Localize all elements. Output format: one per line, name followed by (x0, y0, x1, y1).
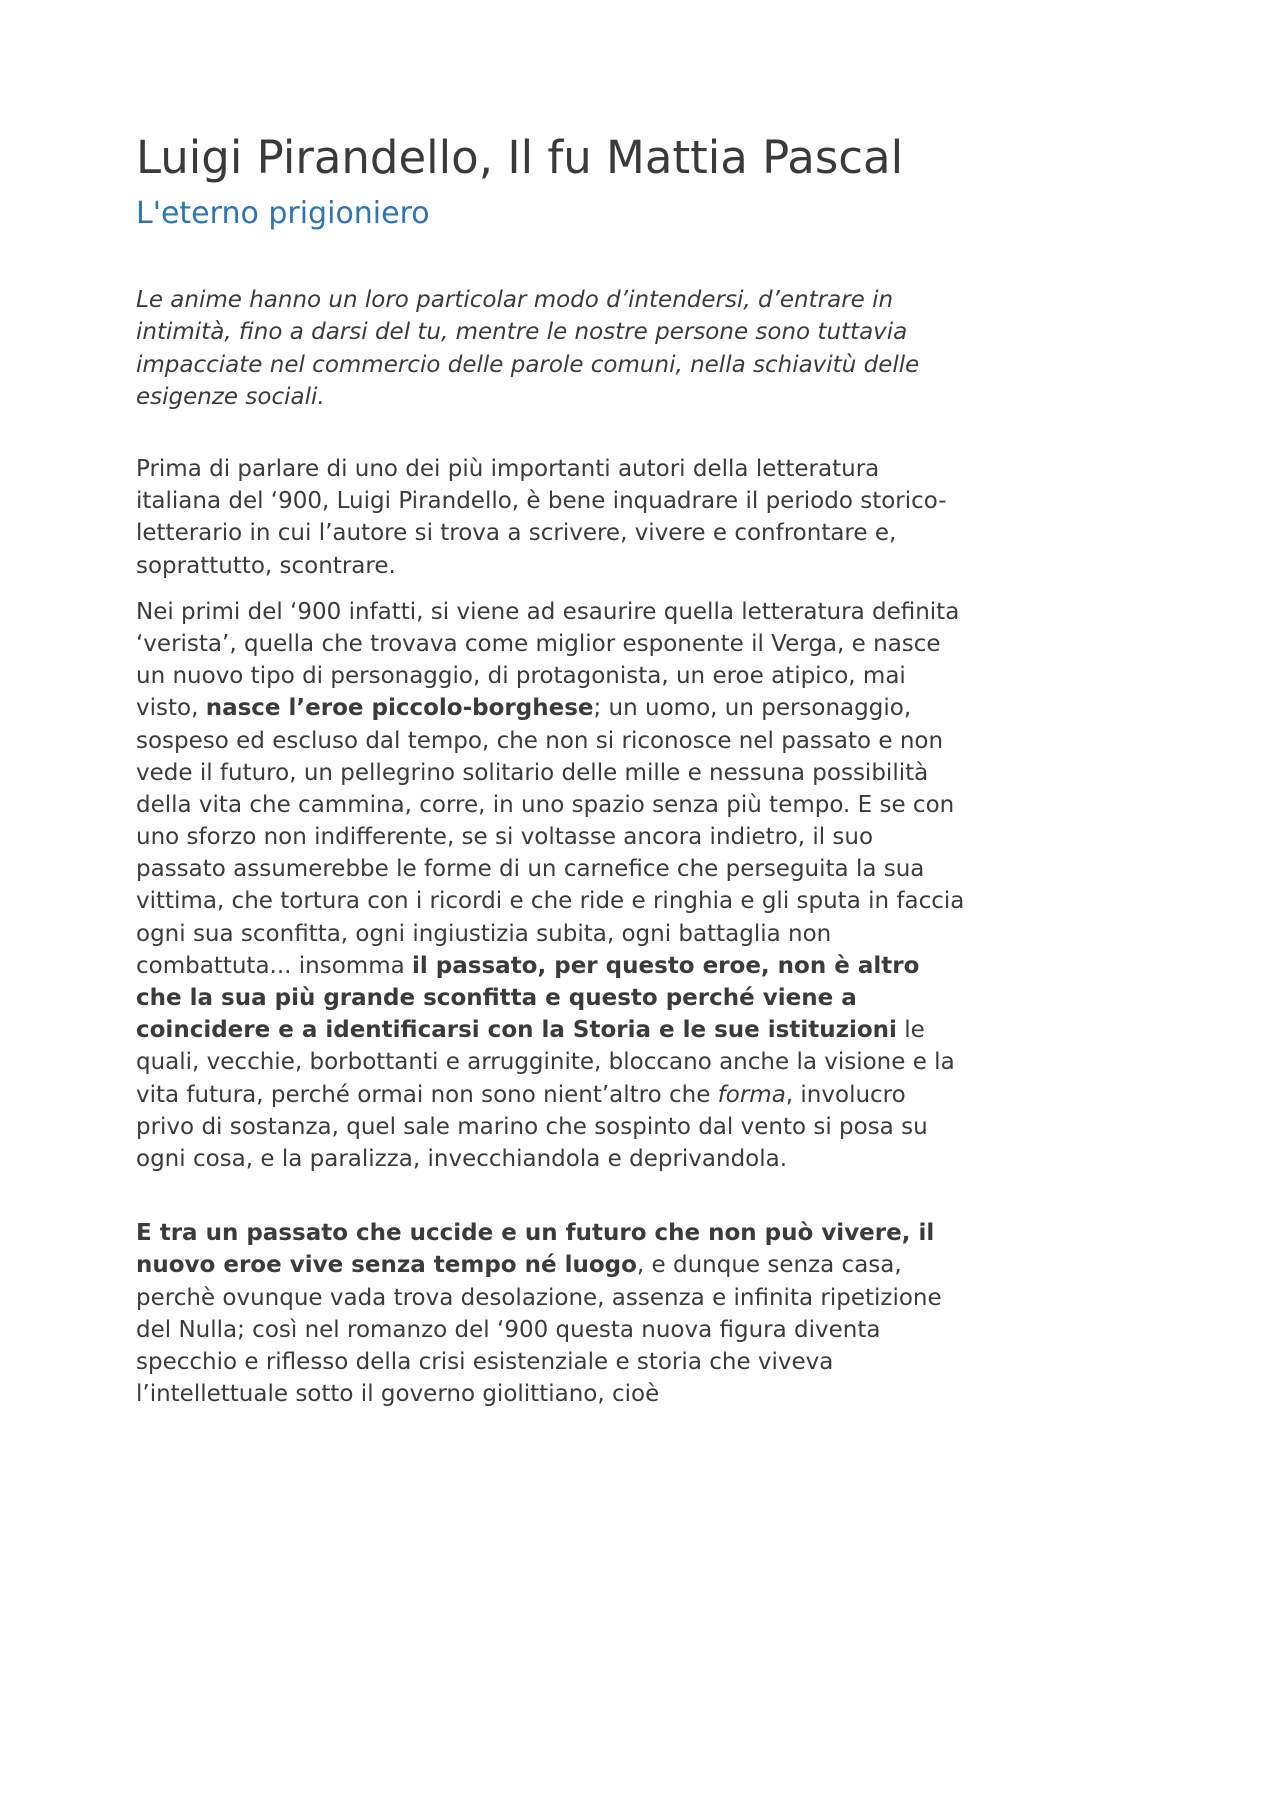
page-subtitle: L'eterno prigioniero (136, 196, 430, 232)
paragraph-nuovo-eroe: E tra un passato che uccide e un futuro che non può vivere, il nuovo eroe vive senza tempo né luogo, e dunque senza casa, perchè ovunque vada trova desolazione, assenza e infinita ripetizione del Nulla; così nel romanzo del ‘900 questa nuova figura diventa specchio e riflesso della crisi esistenziale e storia che viveva l’intellettuale sotto il governo giolittiano, cioè (136, 1220, 942, 1408)
paragraph-eroe-piccolo-borghese: Nei primi del ‘900 infatti, si viene ad esaurire quella letteratura definita ‘verista’, quella che trovava come miglior esponente il Verga, e nasce un nuovo tipo di personaggio, di protagonista, un eroe atipico, mai visto, nasce l’eroe piccolo-borghese; un uomo, un personaggio, sospeso ed escluso dal tempo, che non si riconosce nel passato e non vede il futuro, un pellegrino solitario delle mille e nessuna possibilità della vita che cammina, corre, in uno spazio senza più tempo. E se con uno sforzo non indifferente, se si voltasse ancora indietro, il suo passato assumerebbe le forme di un carnefice che perseguita la sua vittima, che tortura con i ricordi e che ride e ringhia e gli sputa in faccia ogni sua sconfitta, ogni ingiustizia subita, ogni battaglia non combattuta... insomma il passato, per questo eroe, non è altro che la sua più grande sconfitta e questo perché viene a coincidere e a identificarsi con la Storia e le sue istituzioni le quali, vecchie, borbottanti e arrugginite, bloccano anche la visione e la vita futura, perché ormai non sono nient’altro che forma, involucro privo di sostanza, quel sale marino che sospinto dal vento si posa su ogni cosa, e la paralizza, invecchiandola e deprivandola. (136, 598, 965, 1172)
epigraph-quote: Le anime hanno un loro particolar modo d’intendersi, d’entrare in intimità, fino a darsi del tu, mentre le nostre persone sono tuttavia impacciate nel commercio delle parole comuni, nella schiavitù delle esigenze sociali. (136, 287, 920, 410)
page-title: Luigi Pirandello, Il fu Mattia Pascal (136, 131, 904, 184)
document-page (136, 0, 968, 1410)
paragraph-intro: Prima di parlare di uno dei più importanti autori della letteratura italiana del ‘900, Luigi Pirandello, è bene inquadrare il periodo storico-letterario in cui l’autore si trova a scrivere, vivere e confrontare e, soprattutto, scontrare. (136, 456, 947, 579)
